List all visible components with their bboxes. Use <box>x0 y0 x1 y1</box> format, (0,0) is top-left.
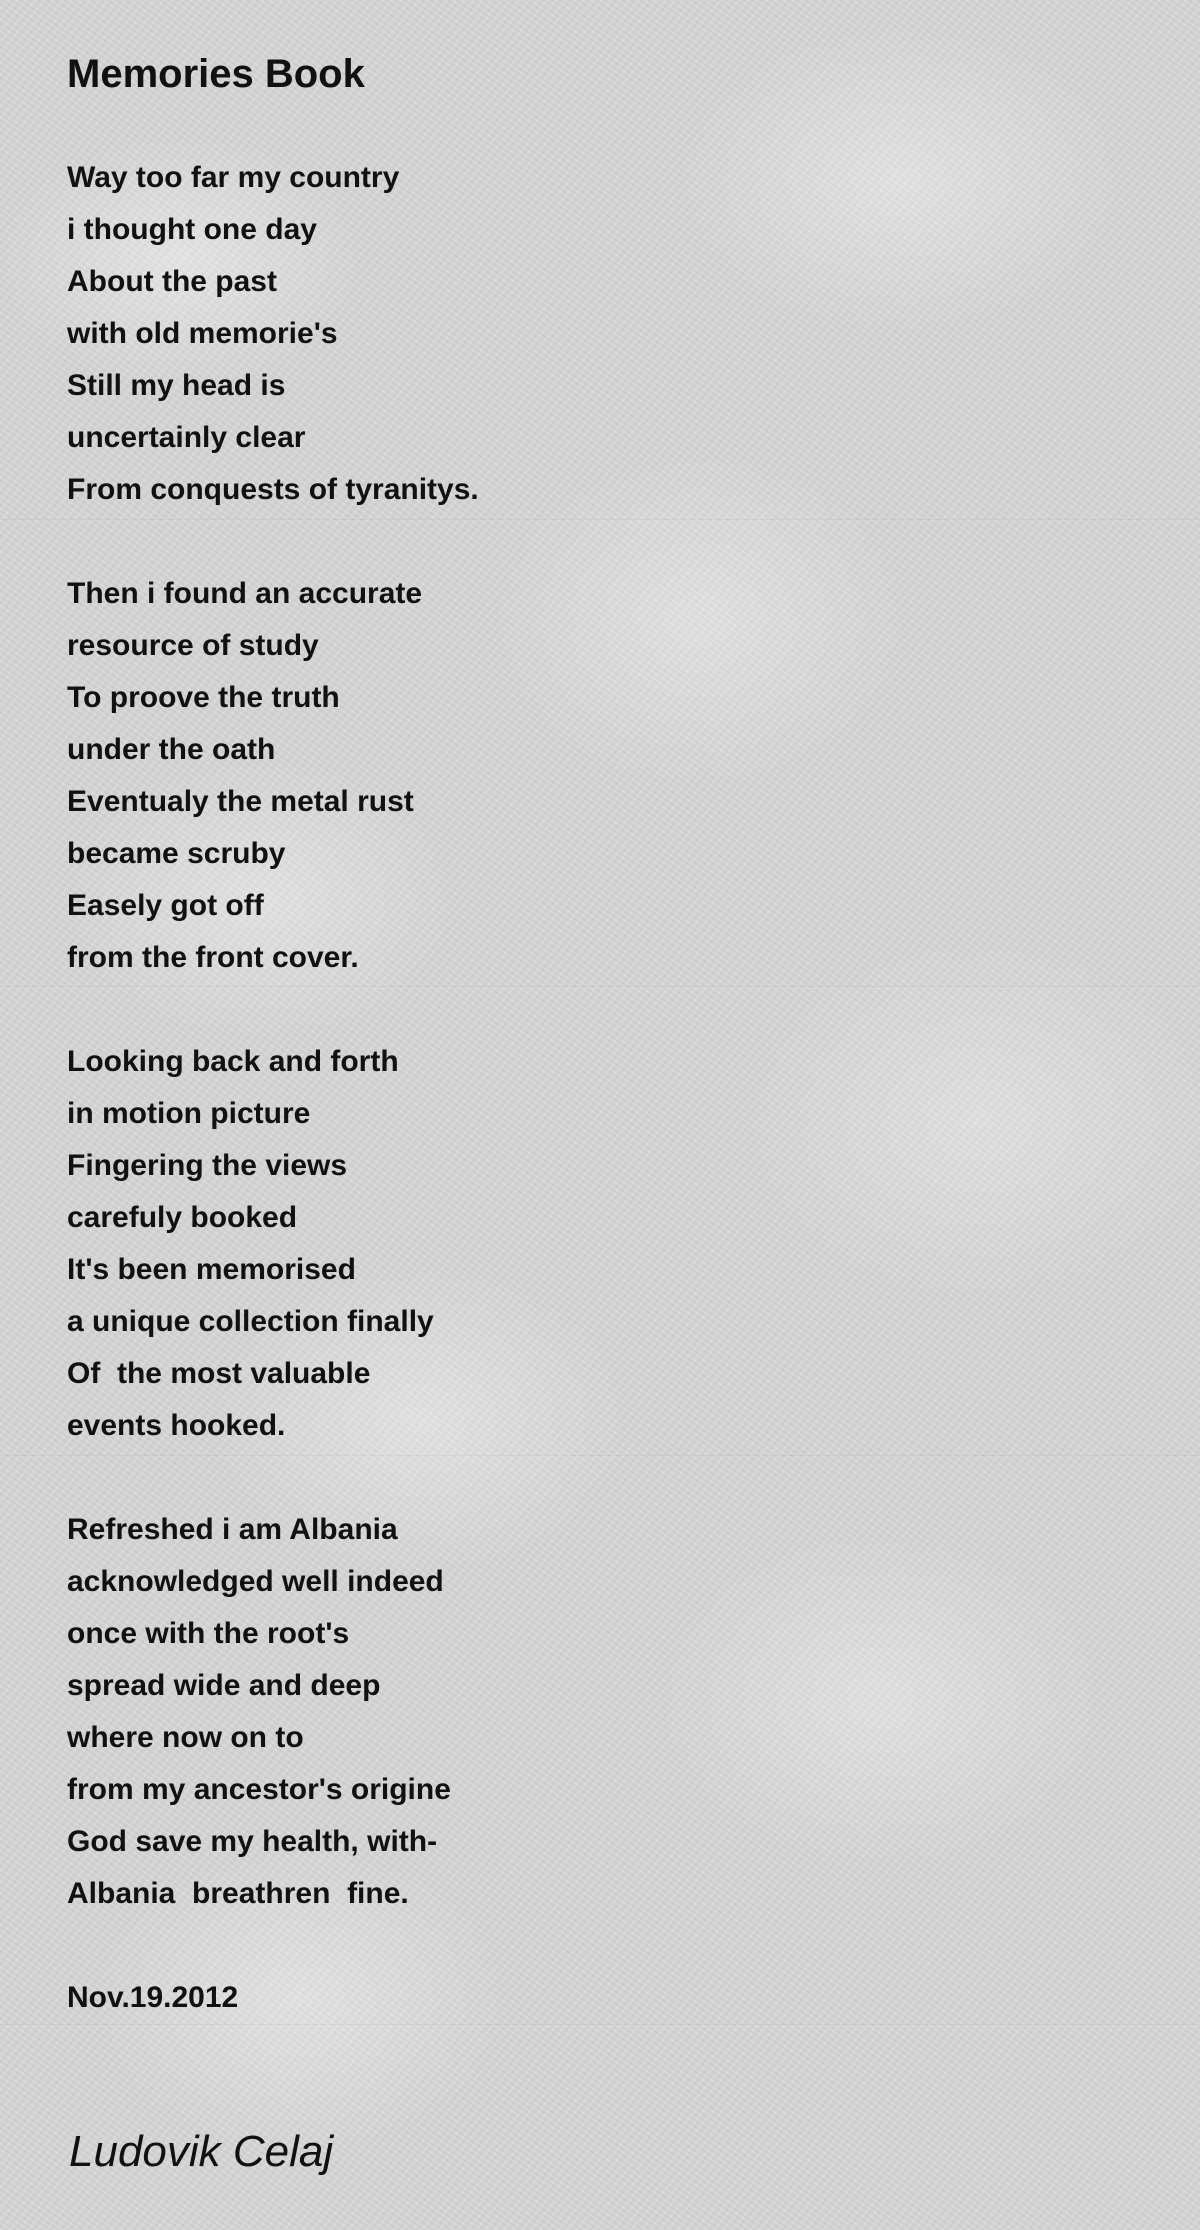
poem-line: Looking back and forth <box>67 1045 399 1078</box>
poem-line: from the front cover. <box>67 941 359 974</box>
poem-line: It's been memorised <box>67 1253 356 1286</box>
poem-line: from my ancestor's origine <box>67 1773 451 1806</box>
poem-line: Still my head is <box>67 369 286 402</box>
stanza-4 <box>67 1504 1147 1920</box>
poem-line: Eventualy the metal rust <box>67 785 414 818</box>
poem-line: To proove the truth <box>67 681 340 714</box>
stanza-2 <box>67 568 1147 984</box>
poem-line: God save my health, with- <box>67 1825 438 1858</box>
poem-line: under the oath <box>67 733 276 766</box>
poem-line: once with the root's <box>67 1617 350 1650</box>
stanza-1 <box>67 152 1147 516</box>
poem-author: Ludovik Celaj <box>69 2127 334 2176</box>
poem-line: uncertainly clear <box>67 421 306 454</box>
poem-date: Nov.19.2012 <box>67 1981 239 2014</box>
poem-line: Fingering the views <box>67 1149 348 1182</box>
poem-line: About the past <box>67 265 277 298</box>
poem-line: in motion picture <box>67 1097 311 1130</box>
poem-line: spread wide and deep <box>67 1669 381 1702</box>
poem-line: Of the most valuable <box>67 1357 371 1390</box>
background-seam <box>0 2024 1200 2027</box>
poem-line: became scruby <box>67 837 286 870</box>
poem-body <box>67 152 1147 2024</box>
poem-line: From conquests of tyranitys. <box>67 473 479 506</box>
poem-line: with old memorie's <box>67 317 338 350</box>
stanza-3 <box>67 1036 1147 1452</box>
poem-line: resource of study <box>67 629 319 662</box>
poem-line: where now on to <box>67 1721 304 1754</box>
poem-line: i thought one day <box>67 213 317 246</box>
poem-line: a unique collection finally <box>67 1305 434 1338</box>
poem-line: acknowledged well indeed <box>67 1565 444 1598</box>
poem-line: carefuly booked <box>67 1201 298 1234</box>
poem-line: events hooked. <box>67 1409 286 1442</box>
poem-title: Memories Book <box>67 52 365 96</box>
poem-line: Then i found an accurate <box>67 577 423 610</box>
poem-line: Way too far my country <box>67 161 400 194</box>
poem-line: Easely got off <box>67 889 264 922</box>
poem-line: Refreshed i am Albania <box>67 1513 398 1546</box>
poem-line: Albania breathren fine. <box>67 1877 409 1910</box>
